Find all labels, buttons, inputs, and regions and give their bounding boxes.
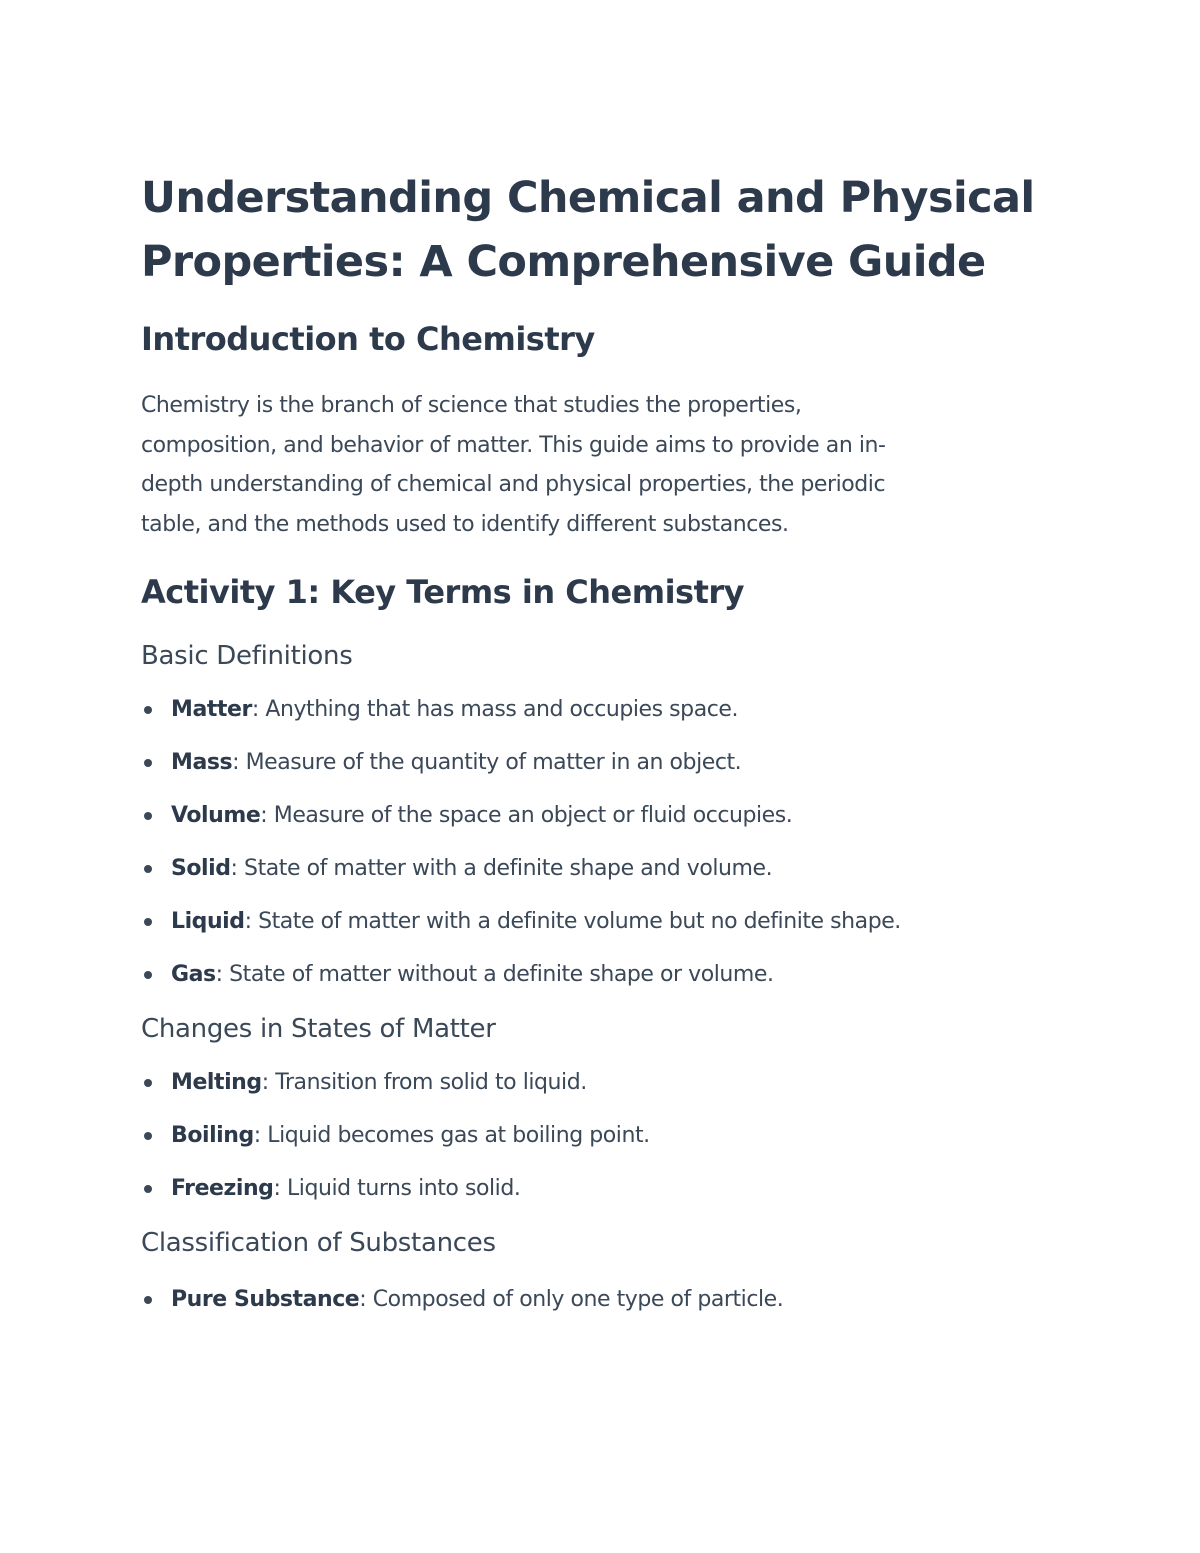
list-item [141,960,1041,1013]
definition: : Transition from solid to liquid. [261,1070,587,1095]
definition: : State of matter without a definite shape or volume. [215,962,774,987]
term: Volume [171,803,261,828]
list-item [141,854,1041,907]
definition: : Anything that has mass and occupies space. [251,697,739,722]
intro-line-3: depth understanding of chemical and physical properties, the periodic [141,472,886,497]
term: Mass [171,750,233,775]
term: Gas [171,962,216,987]
classification-heading: Classification of Substances [141,1228,496,1258]
classification-list [141,1285,1041,1338]
term: Matter [171,697,252,722]
definition: : Liquid turns into solid. [273,1176,521,1201]
document-page [141,166,1041,1338]
intro-line-1: Chemistry is the branch of science that studies the properties, [141,393,802,418]
bullet-icon [144,1296,152,1304]
list-item [141,748,1041,801]
bullet-icon [144,1132,152,1140]
term: Freezing [171,1176,274,1201]
list-item [141,1068,1041,1121]
intro-paragraph [141,386,1041,544]
bullet-icon [144,1185,152,1193]
document-title-line-1: Understanding Chemical and Physical [141,173,1035,223]
bullet-icon [144,865,152,873]
definition: : Measure of the space an object or fluid occupies. [260,803,793,828]
bullet-icon [144,759,152,767]
basic-definitions-heading: Basic Definitions [141,641,353,671]
term: Solid [171,856,231,881]
bullet-icon [144,971,152,979]
bullet-icon [144,706,152,714]
term: Melting [171,1070,262,1095]
definition: : State of matter with a definite shape and volume. [230,856,773,881]
activity1-heading: Activity 1: Key Terms in Chemistry [141,573,745,611]
term: Boiling [171,1123,254,1148]
changes-in-states-heading: Changes in States of Matter [141,1014,496,1044]
intro-line-4: table, and the methods used to identify different substances. [141,511,789,537]
term: Pure Substance [171,1287,360,1312]
bullet-icon [144,1079,152,1087]
changes-in-states-list [141,1068,1041,1227]
list-item [141,801,1041,854]
list-item [141,695,1041,748]
definition: : Measure of the quantity of matter in an object. [232,750,742,775]
definition: : Composed of only one type of particle. [359,1287,784,1312]
bullet-icon [144,918,152,926]
term: Liquid [171,909,245,934]
basic-definitions-list [141,695,1041,1013]
list-item [141,1285,1041,1338]
intro-line-2: composition, and behavior of matter. This guide aims to provide an in- [141,432,886,458]
document-title [141,166,1041,294]
definition: : Liquid becomes gas at boiling point. [253,1123,650,1148]
document-title-line-2: Properties: A Comprehensive Guide [141,237,986,287]
intro-heading: Introduction to Chemistry [141,320,595,358]
bullet-icon [144,812,152,820]
list-item [141,907,1041,960]
definition: : State of matter with a definite volume but no definite shape. [244,909,901,934]
list-item [141,1174,1041,1227]
list-item [141,1121,1041,1174]
